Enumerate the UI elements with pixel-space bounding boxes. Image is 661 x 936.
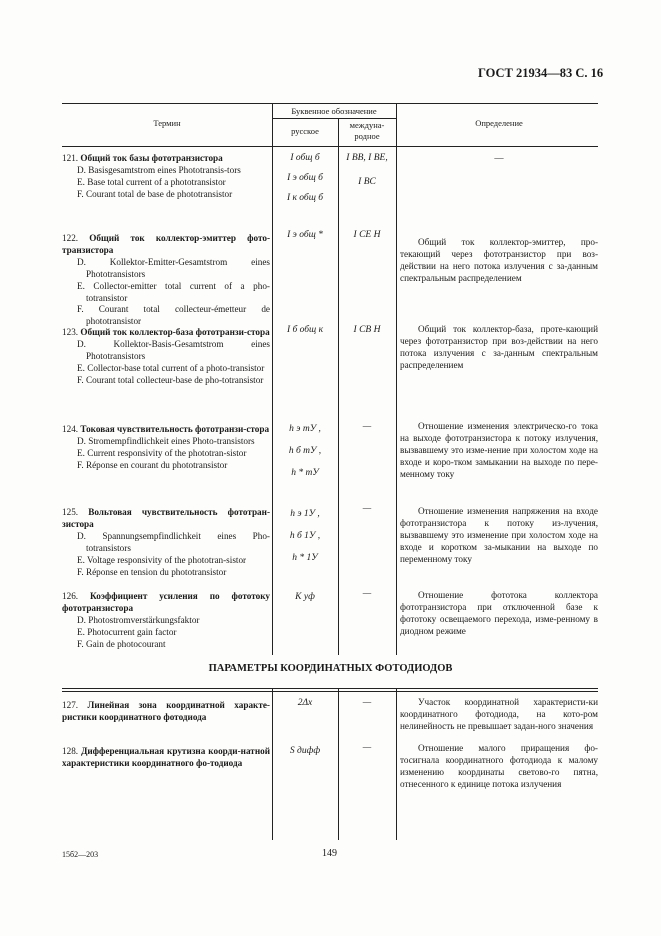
entry-122-term: 122. Общий ток коллектор-эмиттер фото-транзистора D. Kollektor-Emitter-Gesamtstrom eines Phototransistors E. Collector-emitter total current of a pho-totransistor F. Courant total collecteur-émetteur de phototransistor: [62, 233, 271, 327]
entry-123-term: 123. Общий ток коллектор-база фототранзи-стора D. Kollektor-Basis-Gesamtstrom eines Phototransistors E. Collector-base total current of a photo-transistor F. Courant total collecteur-base de pho-totransistor: [62, 327, 270, 385]
col-divider-2: [338, 118, 339, 655]
letter-subheader-rule: [272, 118, 396, 119]
entry-123-fr: F. Courant total collecteur-base de pho-totransistor: [77, 374, 264, 385]
entry-123-title: Общий ток коллектор-база фототранзи-стора: [80, 327, 270, 337]
entry-126-en: E. Photocurrent gain factor: [77, 626, 177, 637]
entry-124-term: 124. Токовая чувствительность фототранзи-стора D. Stromempfindlichkeit eines Photo-transistors E. Current responsivity of the phototran-sistor F. Réponse en courant du phototransistor: [62, 424, 270, 470]
entry-121-title: Общий ток базы фототранзистора: [80, 153, 223, 163]
col-divider-3: [396, 103, 397, 655]
entry-123-en: E. Collector-base total current of a photo-transistor: [77, 362, 265, 373]
entry-124-en: E. Current responsivity of the phototran-sistor: [77, 447, 247, 458]
header-russian: русское: [291, 126, 319, 136]
entry-126-sym-int: —: [362, 589, 372, 599]
entry-127-sym-ru: 2Δx: [297, 698, 313, 708]
entry-127-definition: Участок координатной характеристи-ки координатного фотодиода, на кото-ром нелинейность не превышает задан-ного значения: [400, 697, 598, 731]
entry-123-sym-ru: I б общ к: [286, 325, 324, 335]
header-letter: Буквенное обозначение: [291, 106, 377, 116]
entry-124-de: D. Stromempfindlichkeit eines Photo-transistors: [77, 435, 255, 446]
entry-121-term: 121. Общий ток базы фототранзистора D. Basisgesamtstrom eines Phototransis-tors E. Base total current of a phototransistor F. Courant total de base de phototransistor: [62, 153, 270, 201]
entry-126-title: Коэффициент усиления по фототоку фототранзистора: [62, 591, 270, 613]
entry-123-sym-int: I CB H: [353, 325, 381, 335]
entry-126-term: 126. Коэффициент усиления по фототоку фототранзистора D. Photostromverstärkungsfaktor E. Photocurrent gain factor F. Gain de photocourant: [62, 591, 270, 649]
entry-128-term: 128. Дифференциальная крутизна коорди-натной характеристики координатного фо-тодиода: [62, 746, 270, 768]
entry-122-en: E. Collector-emitter total current of a pho-totransistor: [77, 280, 270, 303]
entry-121-sym-int: I BB, I BE, I BC: [346, 153, 388, 187]
header-term: Термин: [153, 118, 181, 128]
header-intl-1: междуна-: [349, 120, 385, 130]
entry-123-de: D. Kollektor-Basis-Gesamtstrom eines Phototransistors: [77, 338, 270, 361]
entry-125-de: D. Spannungsempfindlichkeit eines Pho-totransistors: [77, 530, 270, 553]
section2-header-rule: [62, 691, 598, 692]
entry-121-definition: —: [494, 153, 504, 163]
footer-code: 15б2—203: [62, 850, 99, 859]
entry-127-sym-int: —: [362, 698, 372, 708]
entry-121-de: D. Basisgesamtstrom eines Phototransis-tors: [77, 164, 241, 175]
entry-126-de: D. Photostromverstärkungsfaktor: [77, 614, 200, 625]
header-definition: Определение: [475, 118, 523, 128]
entry-125-fr: F. Réponse en tension du phototransistor: [77, 566, 227, 577]
table-top-rule: [62, 103, 598, 104]
entry-128-definition: Отношение малого приращения фо-тосигнала координатного фотодиода к малому изменению координаты светово-го пятна, отнесенного к единице потока излучения: [400, 743, 598, 789]
entry-126-definition: Отношение фототока коллектора фототранзистора при отключенной базе к фототоку освещаемого перехода, изме-ренному в диодном режиме: [400, 590, 598, 636]
entry-125-sym-int: —: [362, 504, 372, 514]
entry-122-de: D. Kollektor-Emitter-Gesamtstrom eines Phototransistors: [77, 256, 270, 279]
entry-126-sym-ru: K уф: [295, 592, 315, 602]
col-divider-2b: [338, 688, 339, 840]
header-intl-2: родное: [354, 131, 380, 141]
entry-122-sym-int: I CE H: [353, 230, 381, 240]
entry-124-definition: Отношение изменения электрическо-го тока на выходе фототранзистора к потоку излучения, вызвавшему это изме-нение при холостом ходе на входе и коро-тком замыкании на выходе по пере-менному току: [400, 421, 598, 479]
entry-125-en: E. Voltage responsivity of the phototran-sistor: [77, 554, 247, 565]
entry-125-definition: Отношение изменения напряжения на входе фототранзистора к потоку из-лучения, вызвавшему это изменение при холостом ходе на входе и коротком за-мыкании на выходе по переменному току: [400, 506, 598, 564]
entry-121-en: E. Base total current of a phototransistor: [77, 176, 226, 187]
entry-125-title: Вольтовая чувствительность фототран-зистора: [62, 507, 270, 529]
entry-122-definition: Общий ток коллектор-эмиттер, про-текающий через фототранзистор при воз-действии на него потока излучения с за-данным спектральным распределением: [400, 237, 598, 283]
entry-125-term: 125. Вольтовая чувствительность фототран-зистора D. Spannungsempfindlichkeit eines Pho-totransistors E. Voltage responsivity of the phototran-sistor F. Réponse en tension du phototransistor: [62, 507, 270, 577]
section-title: ПАРАМЕТРЫ КООРДИНАТНЫХ ФОТОДИОДОВ: [208, 663, 453, 674]
entry-128-title: Дифференциальная крутизна коорди-натной характеристики координатного фо-тодиода: [62, 746, 270, 768]
page-number: 149: [322, 848, 337, 859]
section2-top-rule: [62, 688, 598, 689]
entry-127-term: 127. Линейная зона координатной характе-ристики координатного фотодиода: [62, 700, 270, 722]
entry-124-title: Токовая чувствительность фототранзи-стора: [80, 424, 270, 434]
col-divider-3b: [396, 688, 397, 840]
entry-121-sym-ru: I общ б I э общ б I к общ б: [286, 153, 324, 203]
table-header-rule: [62, 146, 598, 147]
entry-124-fr: F. Réponse en courant du phototransistor: [77, 459, 228, 470]
page-header-title: ГОСТ 21934—83 С. 16: [478, 66, 604, 80]
entry-122-sym-ru: I э общ *: [287, 230, 323, 240]
entry-128-sym-ru: S дифф: [289, 746, 321, 756]
col-divider-1b: [272, 688, 273, 840]
entry-124-sym-int: —: [362, 422, 372, 432]
entry-127-title: Линейная зона координатной характе-ристики координатного фотодиода: [62, 700, 270, 722]
entry-123-definition: Общий ток коллектор-база, проте-кающий через фототранзистор при воз-действии на него потока излучения с за-данным спектральным распределением: [400, 324, 598, 370]
entry-124-sym-ru: h э тУ , h б тУ , h * тУ: [288, 424, 322, 478]
entry-125-sym-ru: h э 1У , h б 1У , h * 1У: [289, 509, 321, 563]
entry-128-sym-int: —: [362, 743, 372, 753]
entry-126-fr: F. Gain de photocourant: [77, 638, 166, 649]
entry-121-fr: F. Courant total de base de phototransistor: [77, 188, 233, 199]
entry-122-fr: F. Courant total collecteur-émetteur de phototransistor: [77, 304, 270, 327]
entry-122-title: Общий ток коллектор-эмиттер фото-транзистора: [62, 233, 271, 255]
